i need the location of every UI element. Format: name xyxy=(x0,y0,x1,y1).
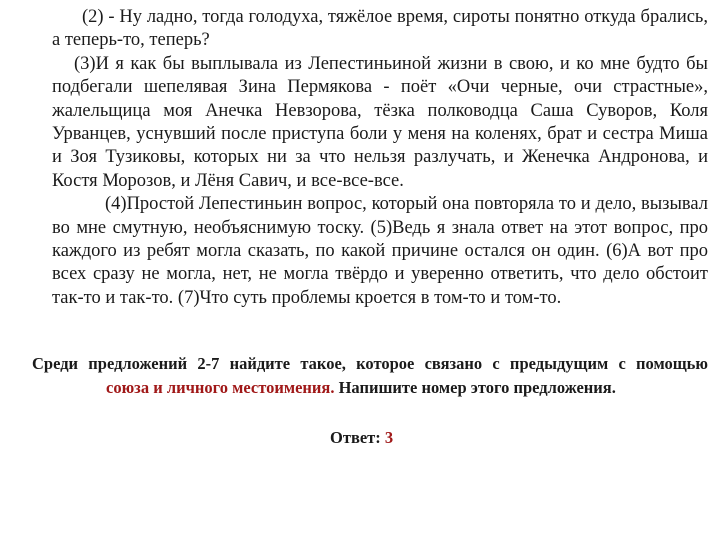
answer-label: Ответ: xyxy=(330,428,385,447)
task-rest: Напишите номер этого предложения. xyxy=(334,377,616,397)
task-line-1: Среди предложений 2-7 найдите такое, которое связано с предыдущим с помощью xyxy=(32,354,708,373)
sentences-4-7-paragraph: (4)Простой Лепестиньин вопрос, который она повторяла то и дело, вызывал во мне смутную, необъяснимую тоску. (5)Ведь я знала ответ на этот вопрос, про каждого из ребят могла сказать, по какой причине остался он один. (6)А вот про всех сразу не могла, нет, не могла твёрдо и уверенно ответить, что дело обстоит так-то и так-то. (7)Что суть проблемы кроется в том-то и том-то. xyxy=(52,194,708,308)
task-line-2 xyxy=(32,376,708,400)
reading-passage xyxy=(52,6,708,310)
answer-line xyxy=(330,428,393,448)
answer-value: 3 xyxy=(384,428,394,447)
sentence-3-paragraph: (3)И я как бы выплывала из Лепестиньиной жизни в свою, и ко мне будто бы подбегали шепелявая Зина Пермякова - поёт «Очи черные, очи страстные», жалельщица моя Анечка Невзорова, тёзка полководца Саша Суворов, Коля Урванцев, уснувший после приступа боли у меня на коленях, брат и сестра Миша и Зоя Тузиковы, которых ни за что нельзя разлучать, и Женечка Андронова, и Костя Морозов, и Лёня Савич, и все-все-все. xyxy=(52,53,708,191)
task-highlight: союза и личного местоимения. xyxy=(106,377,335,397)
task-instruction xyxy=(32,352,708,399)
sentence-2-paragraph: (2) - Ну ладно, тогда голодуха, тяжёлое время, сироты понятно откуда брались, а теперь-то, теперь? xyxy=(52,7,708,51)
